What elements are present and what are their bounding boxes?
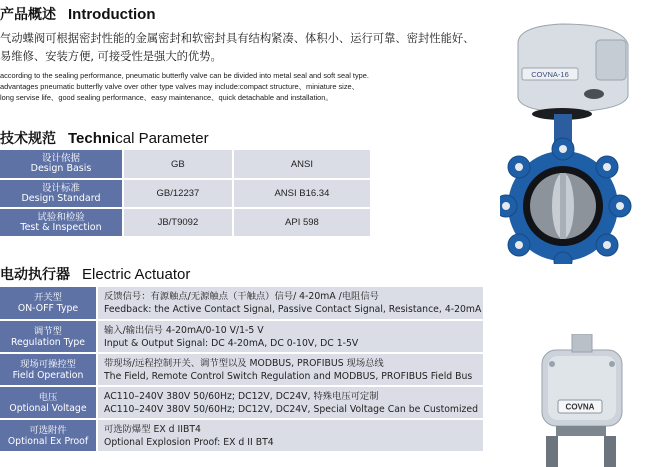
table-row: [0, 386, 483, 419]
actuator-title-en: Electric Actuator: [82, 266, 191, 283]
tech-title-en-bold: Techni: [68, 130, 116, 147]
tech-title-cn: 技术规范: [0, 131, 56, 147]
butterfly-valve-image: [500, 14, 648, 264]
intro-text-en: [0, 70, 470, 103]
gb-value: GB: [123, 150, 233, 179]
row-label: 设计标准 Design Standard: [0, 179, 123, 208]
row-label: 试验和检验 Test & Inspection: [0, 208, 123, 237]
gb-value: JB/T9092: [123, 208, 233, 237]
row-label: 电压 Optional Voltage: [0, 386, 97, 419]
actuator-table: [0, 287, 483, 453]
table-row: [0, 150, 370, 179]
intro-title-cn: 产品概述: [0, 7, 56, 23]
row-description: 反馈信号：有源触点/无源触点（干触点）信号/ 4-20mA /电阻信号 Feedback: the Active Contact Signal, Passive Contact Signal, Resistance, 4-20mA: [97, 287, 483, 320]
row-label: 开关型 ON-OFF Type: [0, 287, 97, 320]
table-row: [0, 320, 483, 353]
tech-parameter-table: [0, 150, 370, 238]
ansi-value: ANSI: [233, 150, 370, 179]
row-description: AC110–240V 380V 50/60Hz; DC12V, DC24V, 特殊电压可定制 AC110–240V 380V 50/60Hz; DC12V, DC24V, Special Voltage Can be Customized: [97, 386, 483, 419]
row-label: 设计依据 Design Basis: [0, 150, 123, 179]
ansi-value: API 598: [233, 208, 370, 237]
intro-title-en: Introduction: [68, 6, 156, 23]
intro-en-line-3: long servise life、good sealing performance、easy maintenance、quick detachable and installation。: [0, 93, 333, 102]
valve-brand-label: COVNA-16: [531, 70, 569, 79]
intro-en-line-1: according to the sealing performance, pneumatic butterfly valve can be divided into metal seal and soft seal type.: [0, 71, 369, 80]
table-row: [0, 179, 370, 208]
row-description: 输入/输出信号 4-20mA/0-10 V/1-5 V Input & Output Signal: DC 4-20mA, DC 0-10V, DC 1-5V: [97, 320, 483, 353]
table-row: [0, 287, 483, 320]
intro-heading: [0, 4, 155, 24]
row-label: 可选附件 Optional Ex Proof: [0, 419, 97, 452]
table-row: [0, 353, 483, 386]
ansi-value: ANSI B16.34: [233, 179, 370, 208]
gb-value: GB/12237: [123, 179, 233, 208]
row-label: 调节型 Regulation Type: [0, 320, 97, 353]
tech-heading: [0, 128, 209, 148]
actuator-heading: [0, 264, 190, 284]
table-row: [0, 419, 483, 452]
intro-en-line-2: advantages pneumatic butterfly valve over other type valves may include:compact structure、miniature size、: [0, 82, 360, 91]
actuator-title-cn: 电动执行器: [0, 267, 70, 283]
actuator-brand-label: COVNA: [565, 402, 595, 412]
intro-text-cn: 气动蝶阀可根据密封性能的金属密封和软密封具有结构紧凑、体积小、运行可靠、密封性能好、易维修、安装方便, 可接受性是强大的优势。: [0, 32, 475, 63]
table-row: [0, 208, 370, 237]
row-description: 带现场/远程控制开关、调节型以及 MODBUS, PROFIBUS 现场总线 The Field, Remote Control Switch Regulation and MODBUS, PROFIBUS Field Bus: [97, 353, 483, 386]
electric-actuator-image: [528, 334, 640, 467]
row-label: 现场可操控型 Field Operation: [0, 353, 97, 386]
tech-title-en-rest: cal Parameter: [115, 130, 209, 147]
tech-title-en: [68, 130, 209, 147]
row-description: 可选防爆型 EX d IIBT4 Optional Explosion Proof: EX d II BT4: [97, 419, 483, 452]
